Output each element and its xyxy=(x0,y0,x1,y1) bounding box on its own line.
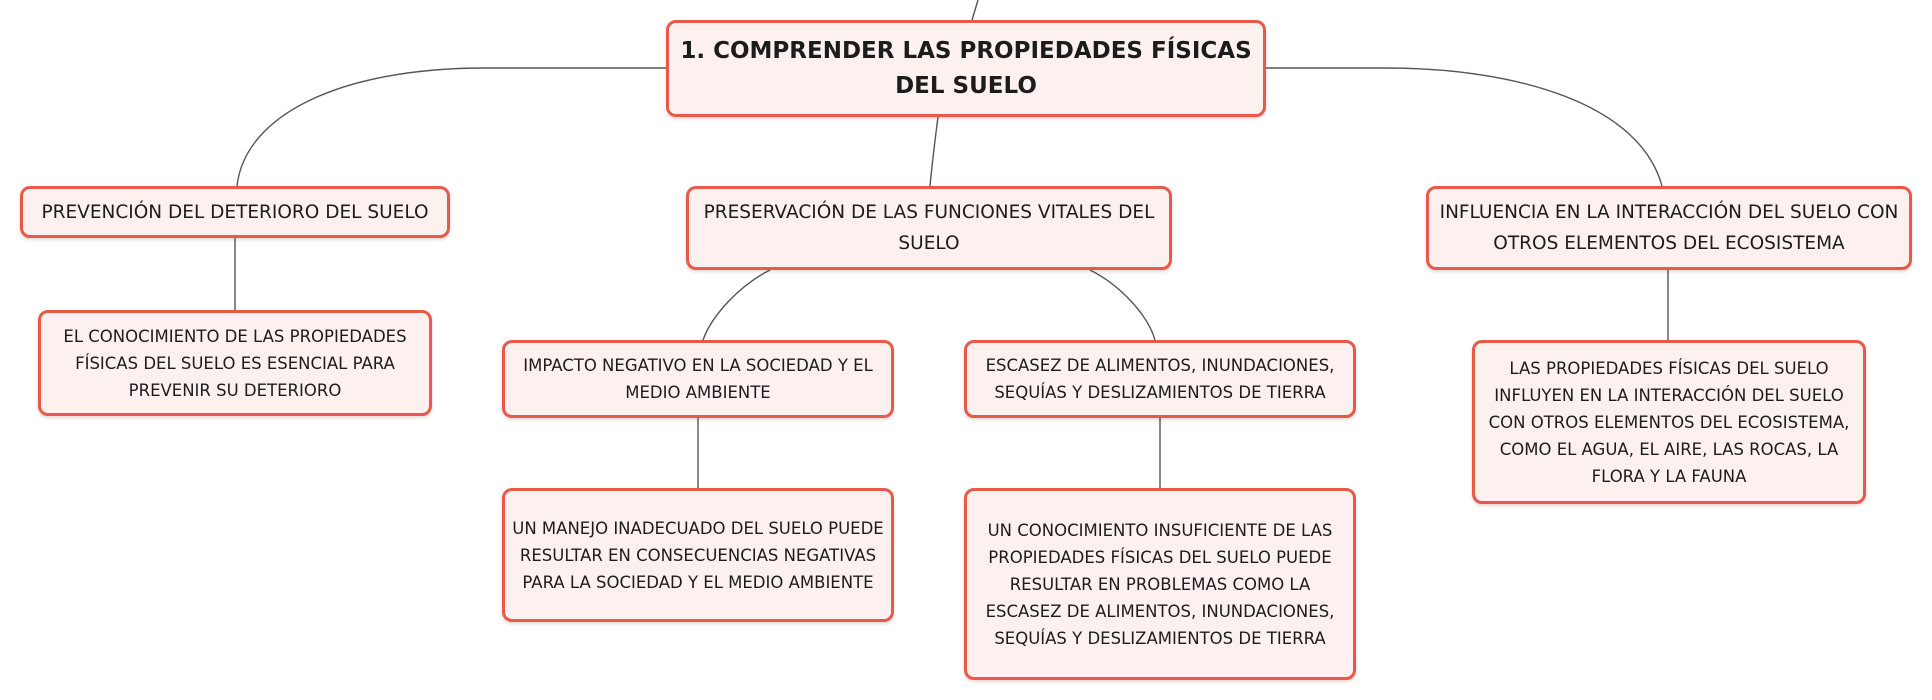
root-topic-label: 1. COMPRENDER LAS PROPIEDADES FÍSICAS DEL SUELO xyxy=(680,37,1252,99)
subtopic-scarcity[interactable] xyxy=(964,340,1356,418)
subtopic-prevention-detail[interactable] xyxy=(38,310,432,416)
connector-root-to-preservation xyxy=(930,117,938,186)
subtopic-prevention-detail-label: EL CONOCIMIENTO DE LAS PROPIEDADES FÍSICAS DEL SUELO ES ESENCIAL PARA PREVENIR SU DETERIORO xyxy=(63,326,407,400)
subtopic-impact-label: IMPACTO NEGATIVO EN LA SOCIEDAD Y EL MEDIO AMBIENTE xyxy=(523,356,873,402)
connector-parent-to-root xyxy=(972,0,978,20)
root-topic[interactable] xyxy=(666,20,1266,117)
subtopic-influence-detail-label: LAS PROPIEDADES FÍSICAS DEL SUELO INFLUYEN EN LA INTERACCIÓN DEL SUELO CON OTROS ELEMENTOS DEL ECOSISTEMA, COMO EL AGUA, EL AIRE, LAS ROCAS, LA FLORA Y LA FAUNA xyxy=(1488,358,1850,486)
subtopic-scarcity-detail[interactable] xyxy=(964,488,1356,680)
connector-preservation-to-scarcity xyxy=(1090,270,1155,340)
subtopic-impact-detail-label: UN MANEJO INADECUADO DEL SUELO PUEDE RESULTAR EN CONSECUENCIAS NEGATIVAS PARA LA SOCIEDAD Y EL MEDIO AMBIENTE xyxy=(512,518,884,592)
subtopic-scarcity-detail-label: UN CONOCIMIENTO INSUFICIENTE DE LAS PROPIEDADES FÍSICAS DEL SUELO PUEDE RESULTAR EN PROBLEMAS COMO LA ESCASEZ DE ALIMENTOS, INUNDACIONES, SEQUÍAS Y DESLIZAMIENTOS DE TIERRA xyxy=(985,520,1335,648)
topic-prevention[interactable] xyxy=(20,186,450,238)
topic-prevention-label: PREVENCIÓN DEL DETERIORO DEL SUELO xyxy=(41,201,429,223)
subtopic-scarcity-label: ESCASEZ DE ALIMENTOS, INUNDACIONES, SEQUÍAS Y DESLIZAMIENTOS DE TIERRA xyxy=(985,356,1335,402)
connector-root-to-prevention xyxy=(237,68,667,186)
subtopic-impact[interactable] xyxy=(502,340,894,418)
subtopic-influence-detail[interactable] xyxy=(1472,340,1866,504)
topic-influence-label: INFLUENCIA EN LA INTERACCIÓN DEL SUELO CON OTROS ELEMENTOS DEL ECOSISTEMA xyxy=(1439,202,1899,254)
topic-preservation[interactable] xyxy=(686,186,1172,270)
connector-preservation-to-impact xyxy=(703,270,770,340)
topic-influence[interactable] xyxy=(1426,186,1912,270)
connector-root-to-influence xyxy=(1265,68,1662,186)
subtopic-impact-detail[interactable] xyxy=(502,488,894,622)
topic-preservation-label: PRESERVACIÓN DE LAS FUNCIONES VITALES DEL SUELO xyxy=(703,202,1155,254)
